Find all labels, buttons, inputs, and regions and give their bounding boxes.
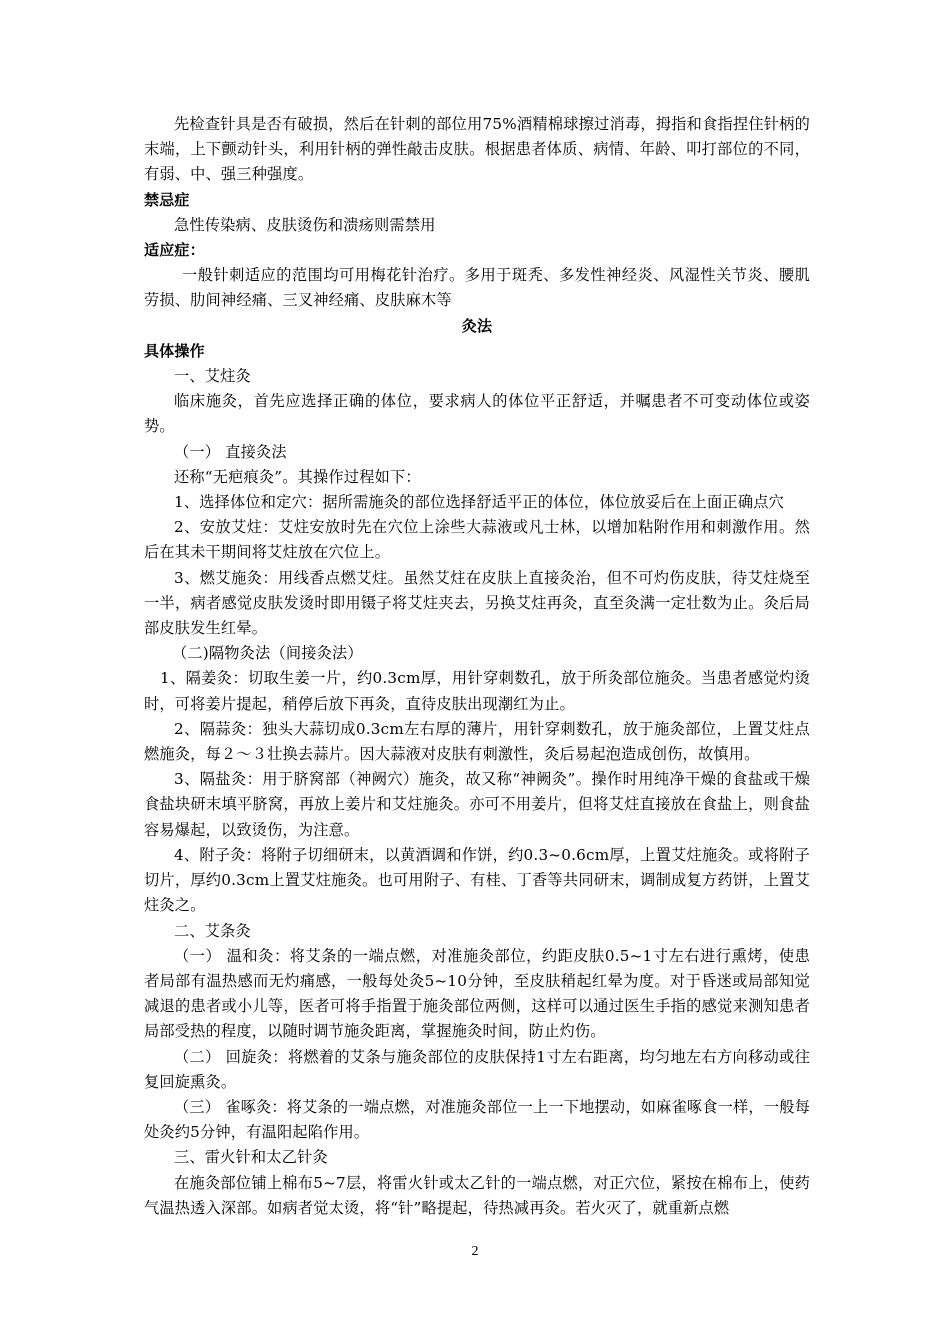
paragraph: 在施灸部位铺上棉布5~7层，将雷火针或太乙针的一端点燃，对正穴位，紧按在棉布上，使药气温热透入深部。如病者觉太烫，将“针”略提起，待热减再灸。若火灭了，就重新点燃 [144,1173,810,1217]
paragraph: 3、隔盐灸：用于脐窝部（神阙穴）施灸，故又称“神阙灸”。操作时用纯净干燥的食盐或干燥食盐块研末填平脐窝，再放上姜片和艾炷施灸。亦可不用姜片，但将艾炷直接放在食盐上，则食盐容易爆起，以致烫伤，为注意。 [144,770,810,839]
paragraph: 先检查针具是否有破损，然后在针刺的部位用75%酒精棉球擦过消毒，拇指和食指捏住针柄的末端，上下颤动针头，利用针柄的弹性敲击皮肤。根据患者体质、病情、年龄、叩打部位的不同，有弱、中、强三种强度。 [144,115,810,184]
paragraph: 急性传染病、皮肤烫伤和溃疡则需禁用 [174,215,436,234]
section-heading: 具体操作 [144,341,205,360]
section-heading: 禁忌症 [144,190,190,209]
paragraph: 4、附子灸：将附子切细研末，以黄酒调和作饼，约0.3~0.6cm厚，上置艾炷施灸。或将附子切片，厚约0.3cm上置艾炷施灸。也可用附子、有桂、丁香等共同研末，调制成复方药饼，上置艾炷灸之。 [144,845,810,915]
paragraph: 2、隔蒜灸：独头大蒜切成0.3cm左右厚的薄片，用针穿刺数孔，放于施灸部位，上置艾炷点燃施灸，每２～３壮换去蒜片。因大蒜液对皮肤有刺激性，灸后易起泡造成创伤，故慎用。 [144,719,810,764]
paragraph: 临床施灸，首先应选择正确的体位，要求病人的体位平正舒适，并嘱患者不可变动体位或姿势。 [144,392,810,436]
paragraph: 1、隔姜灸：切取生姜一片，约0.3cm厚，用针穿刺数孔，放于所灸部位施灸。当患者感觉灼烫时，可将姜片提起，稍停后放下再灸，直待皮肤出现潮红为止。 [144,669,810,713]
subsection-heading: 三、雷火针和太乙针灸 [174,1148,328,1167]
subsection-heading: （二)隔物灸法（间接灸法） [172,644,363,663]
paragraph: 一般针刺适应的范围均可用梅花针治疗。多用于斑秃、多发性神经炎、风湿性关节炎、腰肌劳损、肋间神经痛、三叉神经痛、皮肤麻木等 [144,266,810,310]
subsection-heading: （一） 直接灸法 [174,442,287,461]
paragraph: 1、选择体位和定穴：据所需施灸的部位选择舒适平正的体位，体位放妥后在上面正确点穴 [174,493,784,512]
paragraph: 还称“无疤痕灸”。其操作过程如下： [174,467,421,486]
paragraph: （二） 回旋灸：将燃着的艾条与施灸部位的皮肤保持1寸左右距离，均匀地左右方向移动或往复回旋熏灸。 [144,1047,810,1091]
chapter-title: 灸法 [461,316,493,335]
paragraph: 2、安放艾炷：艾炷安放时先在穴位上涂些大蒜液或凡士林，以增加粘附作用和刺激作用。然后在其未干期间将艾炷放在穴位上。 [144,518,810,562]
paragraph: 3、燃艾施灸：用线香点燃艾炷。虽然艾炷在皮肤上直接灸治，但不可灼伤皮肤，待艾炷烧至一半，病者感觉皮肤发烫时即用镊子将艾炷夹去，另换艾炷再灸，直至灸满一定壮数为止。灸后局部皮肤发生红晕。 [144,568,810,638]
paragraph: （一） 温和灸：将艾条的一端点燃，对准施灸部位，约距皮肤0.5~1寸左右进行熏烤，使患者局部有温热感而无灼痛感，一般每处灸5~10分钟，至皮肤稍起红晕为度。对于昏迷或局部知觉减退的患者或小儿等，医者可将手指置于施灸部位两侧，这样可以通过医生手指的感觉来测知患者局部受热的程度，以随时调节施灸距离，掌握施灸时间，防止灼伤。 [144,946,810,1041]
section-heading: 适应症： [144,241,205,260]
subsection-heading: 一、艾炷灸 [174,367,251,386]
paragraph: （三） 雀啄灸：将艾条的一端点燃，对准施灸部位一上一下地摆动，如麻雀啄食一样，一般每处灸约5分钟，有温阳起陷作用。 [144,1097,810,1142]
body-text [144,112,810,1221]
page-number: 2 [471,1244,479,1259]
subsection-heading: 二、艾条灸 [174,921,251,940]
